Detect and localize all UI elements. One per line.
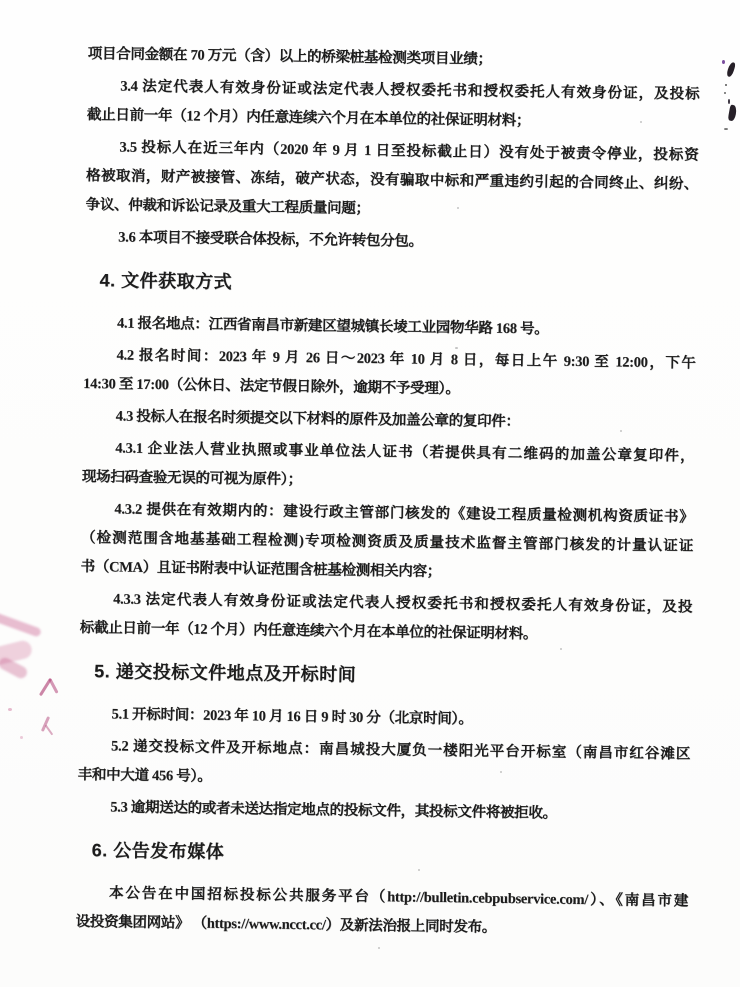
paragraph <box>83 341 696 408</box>
text-line: 3.5 投标人在近三年内（2020 年 9 月 1 日至投标截止日）没有处于被责令停业，投标资 <box>119 139 699 164</box>
paragraph <box>85 223 697 261</box>
text-line: 4.3.2 提供在有效期内的：建设行政主管部门核发的《建设工程质量检测机构资质证书》 <box>114 501 694 526</box>
scan-speck <box>378 947 380 949</box>
text-line: 4.3.1 企业法人营业执照或事业单位法人证书（若提供具有二维码的加盖公章复印件， <box>115 440 695 465</box>
paragraph <box>87 72 700 139</box>
text-line: 格被取消，财产被接管、冻结，破产状态，没有骗取中标和严重违约引起的合同终止、纠纷、 <box>85 168 699 193</box>
text-line: 现场扫码查验无误的可视为原件）； <box>81 468 302 489</box>
text-line: （检测范围含地基基础工程检测)专项检测资质及质量技术监督主管部门核发的计量认证证 <box>80 529 694 555</box>
paragraph <box>85 133 698 229</box>
paragraph <box>84 309 696 347</box>
text-line: 本公告在中国招标投标公共服务平台（http://bulletin.cebpubservice.com/）、《南昌市建 <box>108 885 689 910</box>
text-line: 争议、仲裁和诉讼记录及重大工程质量问题； <box>85 197 370 217</box>
text-line: 3.6 本项目不接受联合体投标，不允许转包分包。 <box>118 229 423 250</box>
paragraph <box>77 793 689 831</box>
text-line: 4.2 报名时间：2023 年 9 月 26 日～2023 年 10 月 8 日，每日上午 9:30 至 12:00，下午 <box>116 347 696 372</box>
continuation-paragraph <box>88 40 700 78</box>
paragraph <box>80 585 693 652</box>
section-heading-1: 4. 文件获取方式 <box>99 270 233 293</box>
text-line: 丰和中大道 456 号）。 <box>77 766 212 785</box>
section-heading-2: 5. 递交投标文件地点及开标时间 <box>94 661 357 685</box>
paragraph <box>80 495 693 591</box>
text-line: 4.3.3 法定代表人有效身份证或法定代表人授权委托书和授权委托人有效身份证，及投 <box>113 591 693 616</box>
section-heading-3: 6. 公告发布媒体 <box>91 840 225 863</box>
text-line: 截止日前一年（12 个月）内任意连续六个月在本单位的社保证明材料； <box>86 107 531 130</box>
text-line: 项目合同金额在 70 万元（含）以上的桥梁桩基检测类项目业绩； <box>87 46 492 68</box>
text-line: 书（CMA）且证书附表中认证范围含桩基检测相关内容； <box>80 558 442 580</box>
text-line: 5.3 逾期送达的或者未送达指定地点的投标文件，其投标文件将被拒收。 <box>110 799 557 822</box>
text-line: 14:30 至 17:00（公休日、法定节假日除外，逾期不予受理）。 <box>83 375 460 398</box>
paragraph <box>83 402 695 440</box>
text-line: 3.4 法定代表人有效身份证或法定代表人授权委托书和授权委托人有效身份证，及投标 <box>120 78 700 103</box>
paragraph <box>82 434 695 501</box>
text-line: 5.1 开标时间：2023 年 10 月 16 日 9 时 30 分（北京时间）。 <box>111 706 473 728</box>
paragraph <box>75 879 688 946</box>
text-line: 4.1 报名地点：江西省南昌市新建区望城镇长堎工业园物华路 168 号。 <box>116 315 549 338</box>
paragraph <box>78 732 691 799</box>
text-line: 5.2 递交投标文件及开标地点：南昌城投大厦负一楼阳光平台开标室（南昌市红谷滩区 <box>111 738 691 763</box>
text-line: 4.3 投标人在报名时须提交以下材料的原件及加盖公章的复印件： <box>115 408 520 431</box>
text-line: 标截止日前一年（12 个月）内任意连续六个月在本单位的社保证明材料。 <box>79 619 538 643</box>
paragraph <box>78 700 690 738</box>
text-line: 设投资集团网站》 （https://www.ncct.cc/）及新法治报上同时发布。 <box>75 913 497 936</box>
